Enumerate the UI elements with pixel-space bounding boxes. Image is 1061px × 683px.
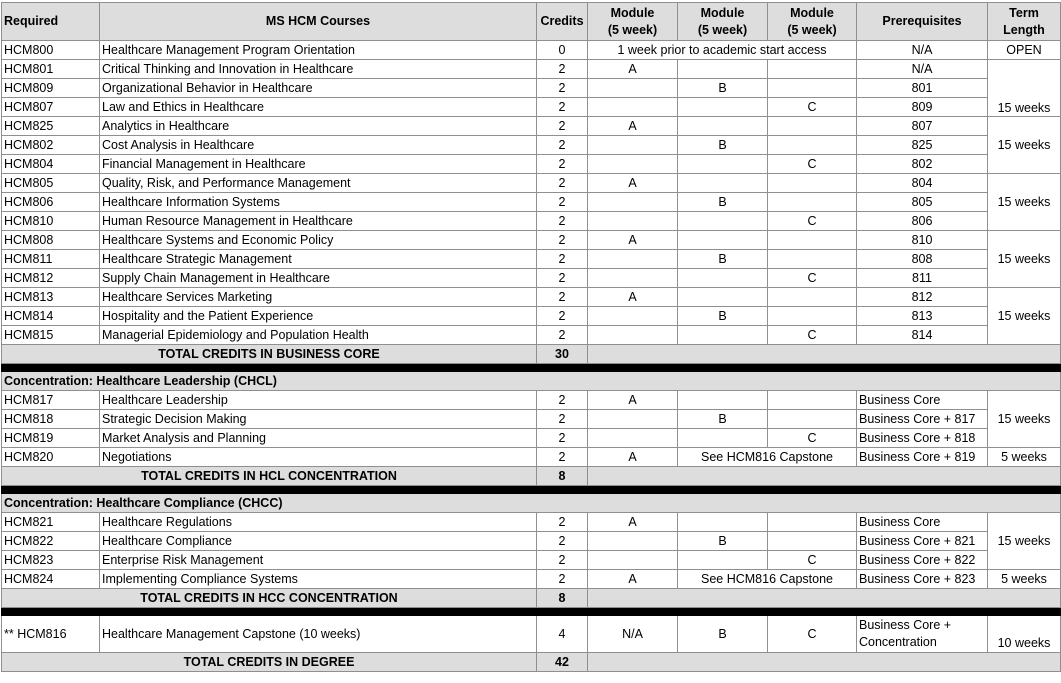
- course-credits: 2: [537, 231, 588, 250]
- module-b: [678, 60, 768, 79]
- course-name: Quality, Risk, and Performance Management: [100, 174, 537, 193]
- module-a: [588, 136, 678, 155]
- course-prereq: Business Core + 822: [857, 551, 988, 570]
- term-length: OPEN: [988, 41, 1061, 60]
- table-row: [2, 326, 1061, 345]
- course-credits: 2: [537, 98, 588, 117]
- table-row: [2, 41, 1061, 60]
- table-row: [2, 250, 1061, 269]
- table-row: [2, 117, 1061, 136]
- orientation-access: 1 week prior to academic start access: [588, 41, 857, 60]
- course-name: Healthcare Management Program Orientation: [100, 41, 537, 60]
- course-name: Cost Analysis in Healthcare: [100, 136, 537, 155]
- concentration-title: Concentration: Healthcare Compliance (CHCC): [2, 494, 1061, 513]
- module-b: [678, 231, 768, 250]
- course-code: HCM808: [2, 231, 100, 250]
- course-prereq: 810: [857, 231, 988, 250]
- module-b: B: [678, 616, 768, 653]
- section-divider: [2, 364, 1061, 372]
- module-b: [678, 429, 768, 448]
- module-b: [678, 288, 768, 307]
- table-row: [2, 98, 1061, 117]
- module-a: [588, 307, 678, 326]
- course-name: Healthcare Services Marketing: [100, 288, 537, 307]
- module-b: [678, 155, 768, 174]
- course-credits: 2: [537, 532, 588, 551]
- header-row: [2, 3, 1061, 41]
- module-a: A: [588, 174, 678, 193]
- course-code: HCM814: [2, 307, 100, 326]
- header-module-a: [588, 3, 678, 41]
- course-code: HCM819: [2, 429, 100, 448]
- course-code: HCM811: [2, 250, 100, 269]
- header-module-c: [768, 3, 857, 41]
- module-b: B: [678, 410, 768, 429]
- module-a: A: [588, 448, 678, 467]
- table-row: [2, 429, 1061, 448]
- header-term-l2: Length: [1003, 22, 1045, 37]
- header-term: [988, 3, 1061, 41]
- table-row: [2, 231, 1061, 250]
- course-name: Hospitality and the Patient Experience: [100, 307, 537, 326]
- course-prereq: 806: [857, 212, 988, 231]
- module-c: [768, 391, 857, 410]
- table-row: [2, 269, 1061, 288]
- total-filler: [588, 589, 1061, 608]
- course-prereq: N/A: [857, 60, 988, 79]
- course-credits: 2: [537, 326, 588, 345]
- concentration-title-row: [2, 494, 1061, 513]
- course-prereq: [857, 616, 988, 653]
- course-name: Critical Thinking and Innovation in Healthcare: [100, 60, 537, 79]
- course-credits: 0: [537, 41, 588, 60]
- table-row: [2, 155, 1061, 174]
- course-prereq: Business Core + 823: [857, 570, 988, 589]
- table-row: [2, 551, 1061, 570]
- hcc-total-row: [2, 589, 1061, 608]
- module-a: A: [588, 231, 678, 250]
- course-credits: 2: [537, 448, 588, 467]
- concentration-title: Concentration: Healthcare Leadership (CHCL): [2, 372, 1061, 391]
- course-prereq: 814: [857, 326, 988, 345]
- course-prereq: 808: [857, 250, 988, 269]
- course-prereq: Business Core + 821: [857, 532, 988, 551]
- header-courses: MS HCM Courses: [100, 3, 537, 41]
- module-c: C: [768, 269, 857, 288]
- module-c: C: [768, 98, 857, 117]
- course-name: Healthcare Systems and Economic Policy: [100, 231, 537, 250]
- section-divider: [2, 486, 1061, 494]
- course-code: HCM823: [2, 551, 100, 570]
- course-name: Enterprise Risk Management: [100, 551, 537, 570]
- course-table: [1, 2, 1061, 672]
- module-b: [678, 174, 768, 193]
- table-row: [2, 212, 1061, 231]
- header-credits: Credits: [537, 3, 588, 41]
- course-prereq: Business Core + 818: [857, 429, 988, 448]
- course-code: HCM817: [2, 391, 100, 410]
- module-a: [588, 98, 678, 117]
- course-credits: 2: [537, 250, 588, 269]
- module-c: [768, 250, 857, 269]
- course-code: HCM822: [2, 532, 100, 551]
- section-divider: [2, 608, 1061, 616]
- degree-total-row: [2, 653, 1061, 672]
- module-bc: See HCM816 Capstone: [678, 570, 857, 589]
- header-prereq: Prerequisites: [857, 3, 988, 41]
- module-b: [678, 269, 768, 288]
- module-c: C: [768, 326, 857, 345]
- module-c: [768, 307, 857, 326]
- course-code: HCM801: [2, 60, 100, 79]
- course-code: HCM813: [2, 288, 100, 307]
- course-credits: 2: [537, 79, 588, 98]
- term-length: 5 weeks: [988, 448, 1061, 467]
- module-c: [768, 288, 857, 307]
- total-label: TOTAL CREDITS IN HCL CONCENTRATION: [2, 467, 537, 486]
- course-code: HCM800: [2, 41, 100, 60]
- table-row: [2, 60, 1061, 79]
- course-credits: 2: [537, 551, 588, 570]
- course-name: Human Resource Management in Healthcare: [100, 212, 537, 231]
- course-prereq: Business Core + 819: [857, 448, 988, 467]
- course-prereq: 802: [857, 155, 988, 174]
- course-name: Healthcare Information Systems: [100, 193, 537, 212]
- capstone-row: [2, 616, 1061, 653]
- course-code: ** HCM816: [2, 616, 100, 653]
- module-a: [588, 326, 678, 345]
- total-filler: [588, 467, 1061, 486]
- course-prereq: Business Core: [857, 513, 988, 532]
- term-length: 15 weeks: [988, 391, 1061, 448]
- course-name: Managerial Epidemiology and Population Health: [100, 326, 537, 345]
- course-prereq: 801: [857, 79, 988, 98]
- course-code: HCM802: [2, 136, 100, 155]
- table-row: [2, 193, 1061, 212]
- course-name: Negotiations: [100, 448, 537, 467]
- header-module-c-l1: Module: [790, 5, 834, 20]
- module-a: A: [588, 288, 678, 307]
- course-code: HCM812: [2, 269, 100, 288]
- course-code: HCM807: [2, 98, 100, 117]
- course-name: Strategic Decision Making: [100, 410, 537, 429]
- total-label: TOTAL CREDITS IN DEGREE: [2, 653, 537, 672]
- course-credits: 2: [537, 155, 588, 174]
- term-length: 15 weeks: [988, 117, 1061, 174]
- total-filler: [588, 345, 1061, 364]
- module-c: [768, 117, 857, 136]
- module-a: [588, 429, 678, 448]
- course-code: HCM818: [2, 410, 100, 429]
- table-row: [2, 136, 1061, 155]
- core-total-row: [2, 345, 1061, 364]
- header-term-l1: Term: [1009, 5, 1039, 20]
- course-credits: 2: [537, 269, 588, 288]
- prereq-line-2: Concentration: [859, 635, 937, 649]
- table-row: [2, 532, 1061, 551]
- course-name: Healthcare Strategic Management: [100, 250, 537, 269]
- module-b: B: [678, 532, 768, 551]
- module-c: [768, 532, 857, 551]
- module-c: [768, 60, 857, 79]
- module-a: [588, 212, 678, 231]
- module-c: [768, 136, 857, 155]
- course-credits: 2: [537, 570, 588, 589]
- module-a: [588, 269, 678, 288]
- table-row: [2, 79, 1061, 98]
- term-length: 15 weeks: [988, 288, 1061, 345]
- term-length: 15 weeks: [988, 231, 1061, 288]
- module-a: [588, 155, 678, 174]
- course-code: HCM810: [2, 212, 100, 231]
- table-row: [2, 570, 1061, 589]
- total-credits: 30: [537, 345, 588, 364]
- course-credits: 2: [537, 136, 588, 155]
- course-prereq: 807: [857, 117, 988, 136]
- table-row: [2, 448, 1061, 467]
- module-c: [768, 174, 857, 193]
- header-module-b-l2: (5 week): [697, 22, 748, 37]
- header-module-a-l1: Module: [610, 5, 655, 20]
- course-prereq: Business Core + 817: [857, 410, 988, 429]
- module-b: [678, 391, 768, 410]
- module-b: B: [678, 307, 768, 326]
- header-module-a-l2: (5 week): [607, 22, 658, 37]
- course-code: HCM806: [2, 193, 100, 212]
- course-name: Organizational Behavior in Healthcare: [100, 79, 537, 98]
- course-credits: 2: [537, 117, 588, 136]
- module-c: C: [768, 155, 857, 174]
- module-b: [678, 513, 768, 532]
- header-module-b: [678, 3, 768, 41]
- module-c: [768, 410, 857, 429]
- total-label: TOTAL CREDITS IN HCC CONCENTRATION: [2, 589, 537, 608]
- course-credits: 2: [537, 288, 588, 307]
- course-code: HCM821: [2, 513, 100, 532]
- course-prereq: 813: [857, 307, 988, 326]
- term-length: 10 weeks: [988, 616, 1061, 653]
- module-a: [588, 250, 678, 269]
- course-name: Financial Management in Healthcare: [100, 155, 537, 174]
- course-credits: 2: [537, 429, 588, 448]
- module-b: B: [678, 250, 768, 269]
- course-credits: 2: [537, 307, 588, 326]
- term-length: 15 weeks: [988, 174, 1061, 231]
- course-name: Market Analysis and Planning: [100, 429, 537, 448]
- term-length: 15 weeks: [988, 513, 1061, 570]
- module-c: C: [768, 429, 857, 448]
- course-name: Healthcare Management Capstone (10 weeks): [100, 616, 537, 653]
- concentration-title-row: [2, 372, 1061, 391]
- table-row: [2, 410, 1061, 429]
- course-name: Supply Chain Management in Healthcare: [100, 269, 537, 288]
- module-b: [678, 117, 768, 136]
- course-code: HCM804: [2, 155, 100, 174]
- table-row: [2, 391, 1061, 410]
- module-c: [768, 513, 857, 532]
- course-code: HCM809: [2, 79, 100, 98]
- table-row: [2, 174, 1061, 193]
- term-length: 5 weeks: [988, 570, 1061, 589]
- course-credits: 2: [537, 60, 588, 79]
- course-prereq: 805: [857, 193, 988, 212]
- module-bc: See HCM816 Capstone: [678, 448, 857, 467]
- module-c: [768, 231, 857, 250]
- course-credits: 2: [537, 212, 588, 231]
- course-name: Law and Ethics in Healthcare: [100, 98, 537, 117]
- module-b: [678, 212, 768, 231]
- course-code: HCM820: [2, 448, 100, 467]
- course-code: HCM824: [2, 570, 100, 589]
- total-filler: [588, 653, 1061, 672]
- course-prereq: 804: [857, 174, 988, 193]
- course-code: HCM825: [2, 117, 100, 136]
- module-b: B: [678, 79, 768, 98]
- course-prereq: 812: [857, 288, 988, 307]
- module-b: [678, 551, 768, 570]
- term-length: 15 weeks: [988, 60, 1061, 117]
- total-label: TOTAL CREDITS IN BUSINESS CORE: [2, 345, 537, 364]
- table-row: [2, 288, 1061, 307]
- course-prereq: 811: [857, 269, 988, 288]
- module-c: C: [768, 212, 857, 231]
- total-credits: 8: [537, 467, 588, 486]
- course-name: Implementing Compliance Systems: [100, 570, 537, 589]
- module-b: [678, 98, 768, 117]
- module-a: A: [588, 60, 678, 79]
- hcl-total-row: [2, 467, 1061, 486]
- course-credits: 2: [537, 193, 588, 212]
- total-credits: 42: [537, 653, 588, 672]
- header-required: Required: [2, 3, 100, 41]
- module-a: [588, 193, 678, 212]
- course-credits: 4: [537, 616, 588, 653]
- course-prereq: 809: [857, 98, 988, 117]
- module-a: [588, 532, 678, 551]
- module-c: [768, 193, 857, 212]
- course-prereq: N/A: [857, 41, 988, 60]
- module-a: A: [588, 117, 678, 136]
- course-prereq: Business Core: [857, 391, 988, 410]
- course-code: HCM815: [2, 326, 100, 345]
- module-c: C: [768, 616, 857, 653]
- course-name: Healthcare Leadership: [100, 391, 537, 410]
- module-c: C: [768, 551, 857, 570]
- course-name: Healthcare Regulations: [100, 513, 537, 532]
- module-a: N/A: [588, 616, 678, 653]
- course-prereq: 825: [857, 136, 988, 155]
- header-module-b-l1: Module: [700, 5, 745, 20]
- module-b: B: [678, 136, 768, 155]
- table-row: [2, 513, 1061, 532]
- course-name: Analytics in Healthcare: [100, 117, 537, 136]
- course-credits: 2: [537, 391, 588, 410]
- course-credits: 2: [537, 174, 588, 193]
- module-a: A: [588, 391, 678, 410]
- table-row: [2, 307, 1061, 326]
- total-credits: 8: [537, 589, 588, 608]
- prereq-line-1: Business Core +: [859, 618, 952, 632]
- course-credits: 2: [537, 513, 588, 532]
- module-a: [588, 551, 678, 570]
- module-b: B: [678, 193, 768, 212]
- module-b: [678, 326, 768, 345]
- module-c: [768, 79, 857, 98]
- header-module-c-l2: (5 week): [787, 22, 837, 37]
- module-a: A: [588, 513, 678, 532]
- course-credits: 2: [537, 410, 588, 429]
- course-name: Healthcare Compliance: [100, 532, 537, 551]
- module-a: [588, 79, 678, 98]
- module-a: [588, 410, 678, 429]
- module-a: A: [588, 570, 678, 589]
- course-code: HCM805: [2, 174, 100, 193]
